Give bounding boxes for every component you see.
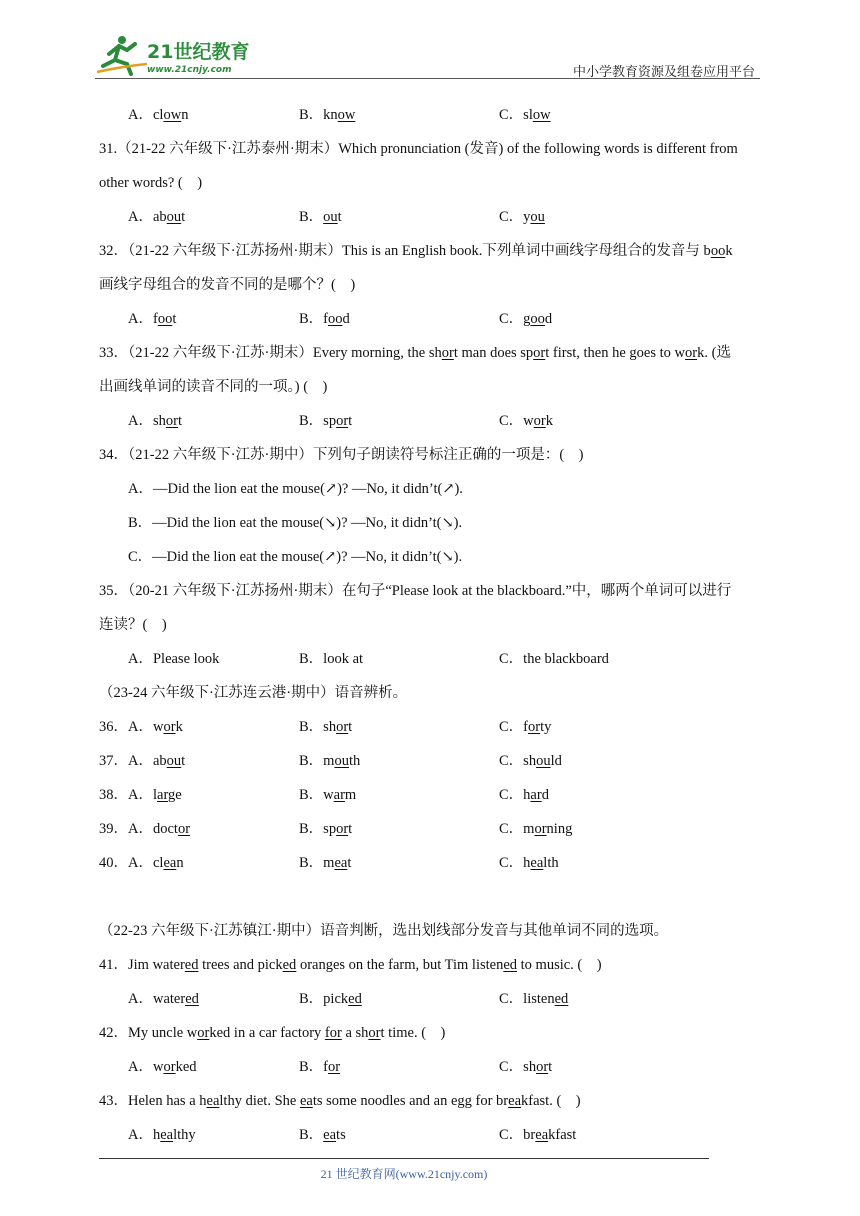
q34-stem: 34．（21-22 六年级下·江苏·期中）下列句子朗读符号标注正确的一项是：( ): [99, 447, 584, 463]
q32-option-c[interactable]: C．good: [499, 311, 553, 327]
page-footer: [99, 1158, 709, 1182]
q39-option-c[interactable]: C．morning: [499, 821, 573, 837]
q33-option-a[interactable]: A．short: [128, 413, 183, 429]
q42-options: [99, 1050, 763, 1084]
logo-21cnjy: [95, 34, 275, 78]
q35-option-c[interactable]: C．the blackboard: [499, 651, 609, 667]
q30-option-a[interactable]: A．clown: [128, 107, 189, 123]
section-heading-1: （23-24 六年级下·江苏连云港·期中）语音辨析。: [99, 685, 408, 701]
q37-row: [99, 744, 763, 778]
q35-stem-cont: 连读？( ): [99, 617, 167, 633]
q43-stem: 43．Helen has a healthy diet. She eats some noodles and an egg for breakfast. ( ): [99, 1093, 581, 1109]
q41-stem: 41．Jim watered trees and picked oranges on the farm, but Tim listened to music. ( ): [99, 957, 602, 973]
q35-option-b[interactable]: B．look at: [299, 651, 364, 667]
q38-option-a[interactable]: A．large: [128, 787, 182, 803]
q31-stem-cont: other words? ( ): [99, 175, 203, 191]
q43-option-a[interactable]: A．healthy: [128, 1127, 196, 1143]
q37-option-a[interactable]: A．about: [128, 753, 186, 769]
q39-row: [99, 812, 763, 846]
q35-stem: 35．（20-21 六年级下·江苏扬州·期末）在句子“Please look at the blackboard.”中，哪两个单词可以进行: [99, 583, 732, 599]
q38-number: 38．: [99, 787, 128, 803]
q41-options: [99, 982, 763, 1016]
q38-row: [99, 778, 763, 812]
q43-option-b[interactable]: B．eats: [299, 1127, 346, 1143]
q32-stem: 32．（21-22 六年级下·江苏扬州·期末）This is an English book.下列单词中画线字母组合的发音与 book: [99, 243, 733, 259]
q38-option-b[interactable]: B．warm: [299, 787, 357, 803]
q40-option-b[interactable]: B．meat: [299, 855, 352, 871]
q33-stem: 33．（21-22 六年级下·江苏·期末）Every morning, the short man does sport first, then he goes to work. (选: [99, 345, 731, 361]
q35-options: [99, 642, 763, 676]
q42-option-b[interactable]: B．for: [299, 1059, 341, 1075]
q38-option-c[interactable]: C．hard: [499, 787, 549, 803]
q40-option-a[interactable]: A．clean: [128, 855, 184, 871]
q32-option-b[interactable]: B．food: [299, 311, 350, 327]
question-content: [99, 98, 763, 1152]
q33-options: [99, 404, 763, 438]
q36-number: 36．: [99, 719, 128, 735]
platform-name: 中小学教育资源及组卷应用平台: [572, 65, 755, 80]
q39-option-b[interactable]: B．sport: [299, 821, 353, 837]
q35-option-a[interactable]: A．Please look: [128, 651, 220, 667]
q41-option-b[interactable]: B．picked: [299, 991, 362, 1007]
q34-option-a[interactable]: A．—Did the lion eat the mouse(↗)? —No, it didn’t(↗).: [128, 481, 463, 497]
q43-options: [99, 1118, 763, 1152]
footer-divider: [99, 1158, 709, 1159]
q36-option-b[interactable]: B．short: [299, 719, 353, 735]
q41-option-a[interactable]: A．watered: [128, 991, 199, 1007]
q39-number: 39．: [99, 821, 128, 837]
q31-option-b[interactable]: B．out: [299, 209, 342, 225]
svg-text:www.21cnjy.com: www.21cnjy.com: [147, 65, 232, 75]
q37-option-b[interactable]: B．mouth: [299, 753, 361, 769]
q40-option-c[interactable]: C．health: [499, 855, 559, 871]
q31-option-c[interactable]: C．you: [499, 209, 545, 225]
q39-option-a[interactable]: A．doctor: [128, 821, 191, 837]
q31-stem: 31.（21-22 六年级下·江苏泰州·期末）Which pronunciation (发音) of the following words is different from: [99, 141, 738, 157]
q36-option-a[interactable]: A．work: [128, 719, 183, 735]
q43-option-c[interactable]: C．breakfast: [499, 1127, 577, 1143]
spacer: [99, 880, 763, 914]
q34-option-c[interactable]: C．—Did the lion eat the mouse(↗)? —No, it didn’t(↘).: [128, 549, 463, 565]
q30-options: [99, 98, 763, 132]
header-divider: [95, 78, 760, 79]
q40-number: 40．: [99, 855, 128, 871]
q34-option-b[interactable]: B．—Did the lion eat the mouse(↘)? —No, it didn’t(↘).: [128, 515, 463, 531]
q31-option-a[interactable]: A．about: [128, 209, 186, 225]
q30-option-c[interactable]: C．slow: [499, 107, 551, 123]
page-header: [95, 34, 760, 80]
footer-link[interactable]: 21 世纪教育网(www.21cnjy.com): [320, 1167, 488, 1181]
q42-option-a[interactable]: A．worked: [128, 1059, 197, 1075]
q32-option-a[interactable]: A．foot: [128, 311, 177, 327]
q36-option-c[interactable]: C．forty: [499, 719, 552, 735]
q41-option-c[interactable]: C．listened: [499, 991, 569, 1007]
q33-option-b[interactable]: B．sport: [299, 413, 353, 429]
q32-options: [99, 302, 763, 336]
q32-stem-cont: 画线字母组合的发音不同的是哪个？( ): [99, 277, 356, 293]
svg-text:21世纪教育: 21世纪教育: [147, 41, 250, 63]
section-heading-2: （22-23 六年级下·江苏镇江·期中）语音判断，选出划线部分发音与其他单词不同的选项。: [99, 923, 669, 939]
q42-option-c[interactable]: C．short: [499, 1059, 553, 1075]
q37-number: 37．: [99, 753, 128, 769]
q30-option-b[interactable]: B．know: [299, 107, 356, 123]
q33-option-c[interactable]: C．work: [499, 413, 553, 429]
q33-stem-cont: 出画线单词的读音不同的一项。) ( ): [99, 379, 328, 395]
q40-row: [99, 846, 763, 880]
q31-options: [99, 200, 763, 234]
q36-row: [99, 710, 763, 744]
q37-option-c[interactable]: C．should: [499, 753, 562, 769]
q42-stem: 42．My uncle worked in a car factory for a short time. ( ): [99, 1025, 446, 1041]
